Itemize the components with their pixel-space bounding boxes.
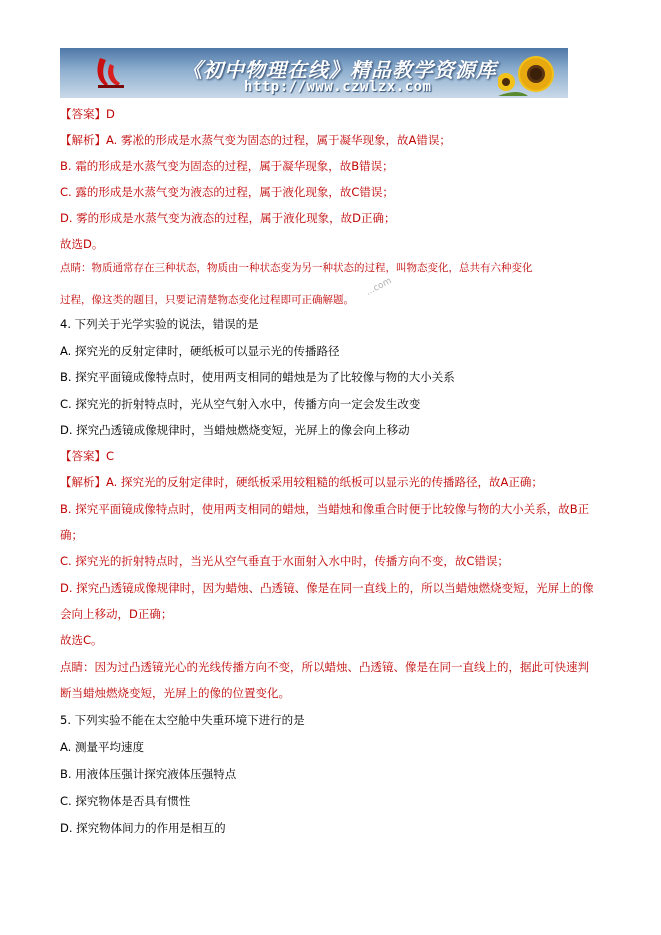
text-line: 故选D。: [60, 237, 104, 251]
sunflower-icon: [498, 52, 562, 96]
text-line: 【解析】A. 探究光的反射定律时，硬纸板采用较粗糙的纸板可以显示光的传播路径，故A正确；: [60, 475, 543, 489]
text-line: D. 雾的形成是水蒸气变为液态的过程，属于液化现象，故D正确；: [60, 211, 396, 225]
text-line: 点睛：因为过凸透镜光心的光线传播方向不变，所以蜡烛、凸透镜、像是在同一直线上的，据此可快速判: [60, 660, 589, 674]
text-line: 4. 下列关于光学实验的说法，错误的是: [60, 317, 259, 331]
text-line: B. 探究平面镜成像特点时，使用两支相同的蜡烛，当蜡烛和像重合时便于比较像与物的大小关系，故B正: [60, 502, 590, 516]
text-line: 故选C。: [60, 633, 103, 647]
text-line: 确；: [60, 528, 83, 542]
text-line: 【解析】A. 雾凇的形成是水蒸气变为固态的过程，属于凝华现象，故A错误；: [60, 133, 451, 147]
header-banner: [60, 48, 568, 98]
text-line: D. 探究凸透镜成像规律时，当蜡烛燃烧变短，光屏上的像会向上移动: [60, 423, 410, 437]
text-line: C. 探究物体是否具有惯性: [60, 794, 191, 808]
text-line: 5. 下列实验不能在太空舱中失重环境下进行的是: [60, 713, 305, 727]
banner-url: http://www.czwlzx.com: [244, 79, 432, 95]
text-line: 【答案】D: [60, 107, 115, 121]
text-line: C. 探究光的折射特点时，光从空气射入水中，传播方向一定会发生改变: [60, 397, 421, 411]
text-line: C. 探究光的折射特点时，当光从空气垂直于水面射入水中时，传播方向不变，故C错误；: [60, 554, 509, 568]
text-line: 断当蜡烛燃烧变短，光屏上的像的位置变化。: [60, 686, 290, 700]
logo-icon: [94, 56, 126, 90]
watermark: ...com: [364, 276, 394, 298]
text-line: B. 霜的形成是水蒸气变为固态的过程，属于凝华现象，故B错误；: [60, 159, 394, 173]
text-line: 【答案】C: [60, 449, 115, 463]
banner-title: 《初中物理在线》精品教学资源库: [182, 58, 497, 82]
text-line: B. 探究平面镜成像特点时，使用两支相同的蜡烛是为了比较像与物的大小关系: [60, 370, 455, 384]
text-line: D. 探究物体间力的作用是相互的: [60, 821, 226, 835]
text-line: 点睛：物质通常存在三种状态，物质由一种状态变为另一种状态的过程，叫物态变化，总共有六种变化: [60, 262, 533, 274]
text-line: 会向上移动，D正确；: [60, 607, 173, 621]
text-line: C. 露的形成是水蒸气变为液态的过程，属于液化现象，故C错误；: [60, 185, 394, 199]
text-line: A. 探究光的反射定律时，硬纸板可以显示光的传播路径: [60, 344, 340, 358]
text-line: 过程，像这类的题目，只要记清楚物态变化过程即可正确解题。: [60, 294, 354, 306]
text-line: A. 测量平均速度: [60, 740, 144, 754]
text-line: B. 用液体压强计探究液体压强特点: [60, 767, 237, 781]
text-line: D. 探究凸透镜成像规律时，因为蜡烛、凸透镜、像是在同一直线上的，所以当蜡烛燃烧变短，光屏上的像: [60, 581, 594, 595]
